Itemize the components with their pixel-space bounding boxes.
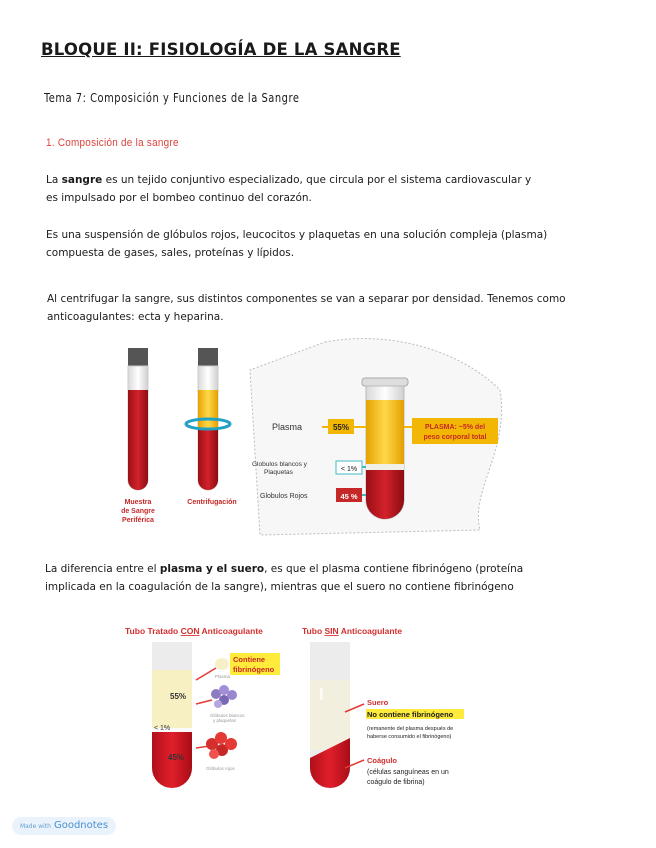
contiene-1: Contiene	[233, 655, 266, 664]
coagulo-label: Coágulo	[367, 756, 397, 765]
centrifugation-figure	[100, 330, 520, 540]
goodnotes-badge[interactable]: Made with Goodnotes	[12, 817, 116, 835]
coagulo-desc-1: (células sanguíneas en un	[367, 769, 449, 776]
tube1-label-3: Periférica	[122, 517, 154, 524]
section-heading: 1. Composición de la sangre	[46, 137, 179, 149]
plasma-percent: 55%	[332, 423, 350, 432]
tube1-label-2: de Sangre	[121, 508, 155, 515]
paragraph-4: La diferencia entre el plasma y el suero, es que el plasma contiene fibrinógeno (proteína implicada en la coagulación de la sangre), mientras que el suero no contiene fibrinógeno	[45, 563, 524, 593]
tube1-label-1: Muestra	[124, 499, 152, 506]
topic-title: Tema 7: Composición y Funciones de la Sangre	[44, 90, 300, 105]
rbc-percent: 45 %	[340, 492, 358, 501]
white-cells-icon	[211, 685, 237, 708]
pct-55: 55%	[170, 692, 187, 701]
tube1-cap	[128, 348, 148, 366]
tube2-cap	[198, 348, 218, 366]
bigtube-plasma	[366, 400, 404, 464]
paragraph-2: Es una suspensión de glóbulos rojos, leucocitos y plaquetas en una solución compleja (plasma) compuesta de gases, sales, proteínas y lípidos.	[46, 229, 548, 259]
no-contiene: No contiene fibrinógeno	[367, 710, 454, 719]
tube2-cells	[198, 428, 218, 490]
rbc-label: Globulos Rojos	[260, 493, 308, 500]
plasma-note-2: peso corporal total	[423, 434, 487, 441]
plasma-note-1: PLASMA: ~5% del	[424, 424, 486, 431]
wbc-percent: < 1%	[340, 466, 358, 473]
plasma-small: Plasma	[215, 674, 231, 679]
cells-small-2: y plaquetas	[213, 718, 237, 723]
paragraph-3: Al centrifugar la sangre, sus distintos componentes se van a separar por densidad. Tenemos como anticoagulantes: ecta y heparina.	[47, 293, 566, 323]
bigtube-buffy	[366, 464, 404, 470]
cells-small-1: Glóbulos blancos	[210, 713, 245, 718]
serum	[310, 680, 350, 750]
right-title: Tubo SIN Anticoagulante	[302, 626, 403, 636]
pct-45: 45%	[168, 753, 185, 762]
bigtube-rbc	[366, 470, 404, 519]
left-title: Tubo Tratado CON Anticoagulante	[125, 626, 263, 636]
tube2-plasma	[198, 390, 218, 428]
rbc-small: Glóbulos rojos	[206, 766, 235, 771]
tube1-blood	[128, 390, 148, 490]
tube2-label: Centrifugación	[187, 499, 237, 506]
plasma-label: Plasma	[272, 422, 303, 432]
pct-1: < 1%	[154, 725, 171, 732]
wbc-label-1: Globulos blancos y	[252, 461, 307, 468]
page-title: BLOQUE II: FISIOLOGÍA DE LA SANGRE	[41, 40, 401, 59]
plasma-serum-figure	[120, 620, 500, 800]
suero-label: Suero	[367, 698, 389, 707]
remanente-1: (remanente del plasma después de	[367, 726, 454, 732]
plasma-drop-icon	[215, 658, 229, 670]
red-cells-icon	[206, 732, 237, 759]
paragraph-1: La sangre es un tejido conjuntivo especializado, que circula por el sistema cardiovascular y es impulsado por el bombeo continuo del corazón.	[46, 174, 532, 204]
remanente-2: haberse consumido el fibrinógeno)	[367, 734, 452, 740]
wbc-label-2: Plaquetas	[264, 469, 293, 476]
coagulo-desc-2: coágulo de fibrina)	[367, 779, 425, 786]
contiene-2: fibrinógeno	[233, 665, 275, 674]
